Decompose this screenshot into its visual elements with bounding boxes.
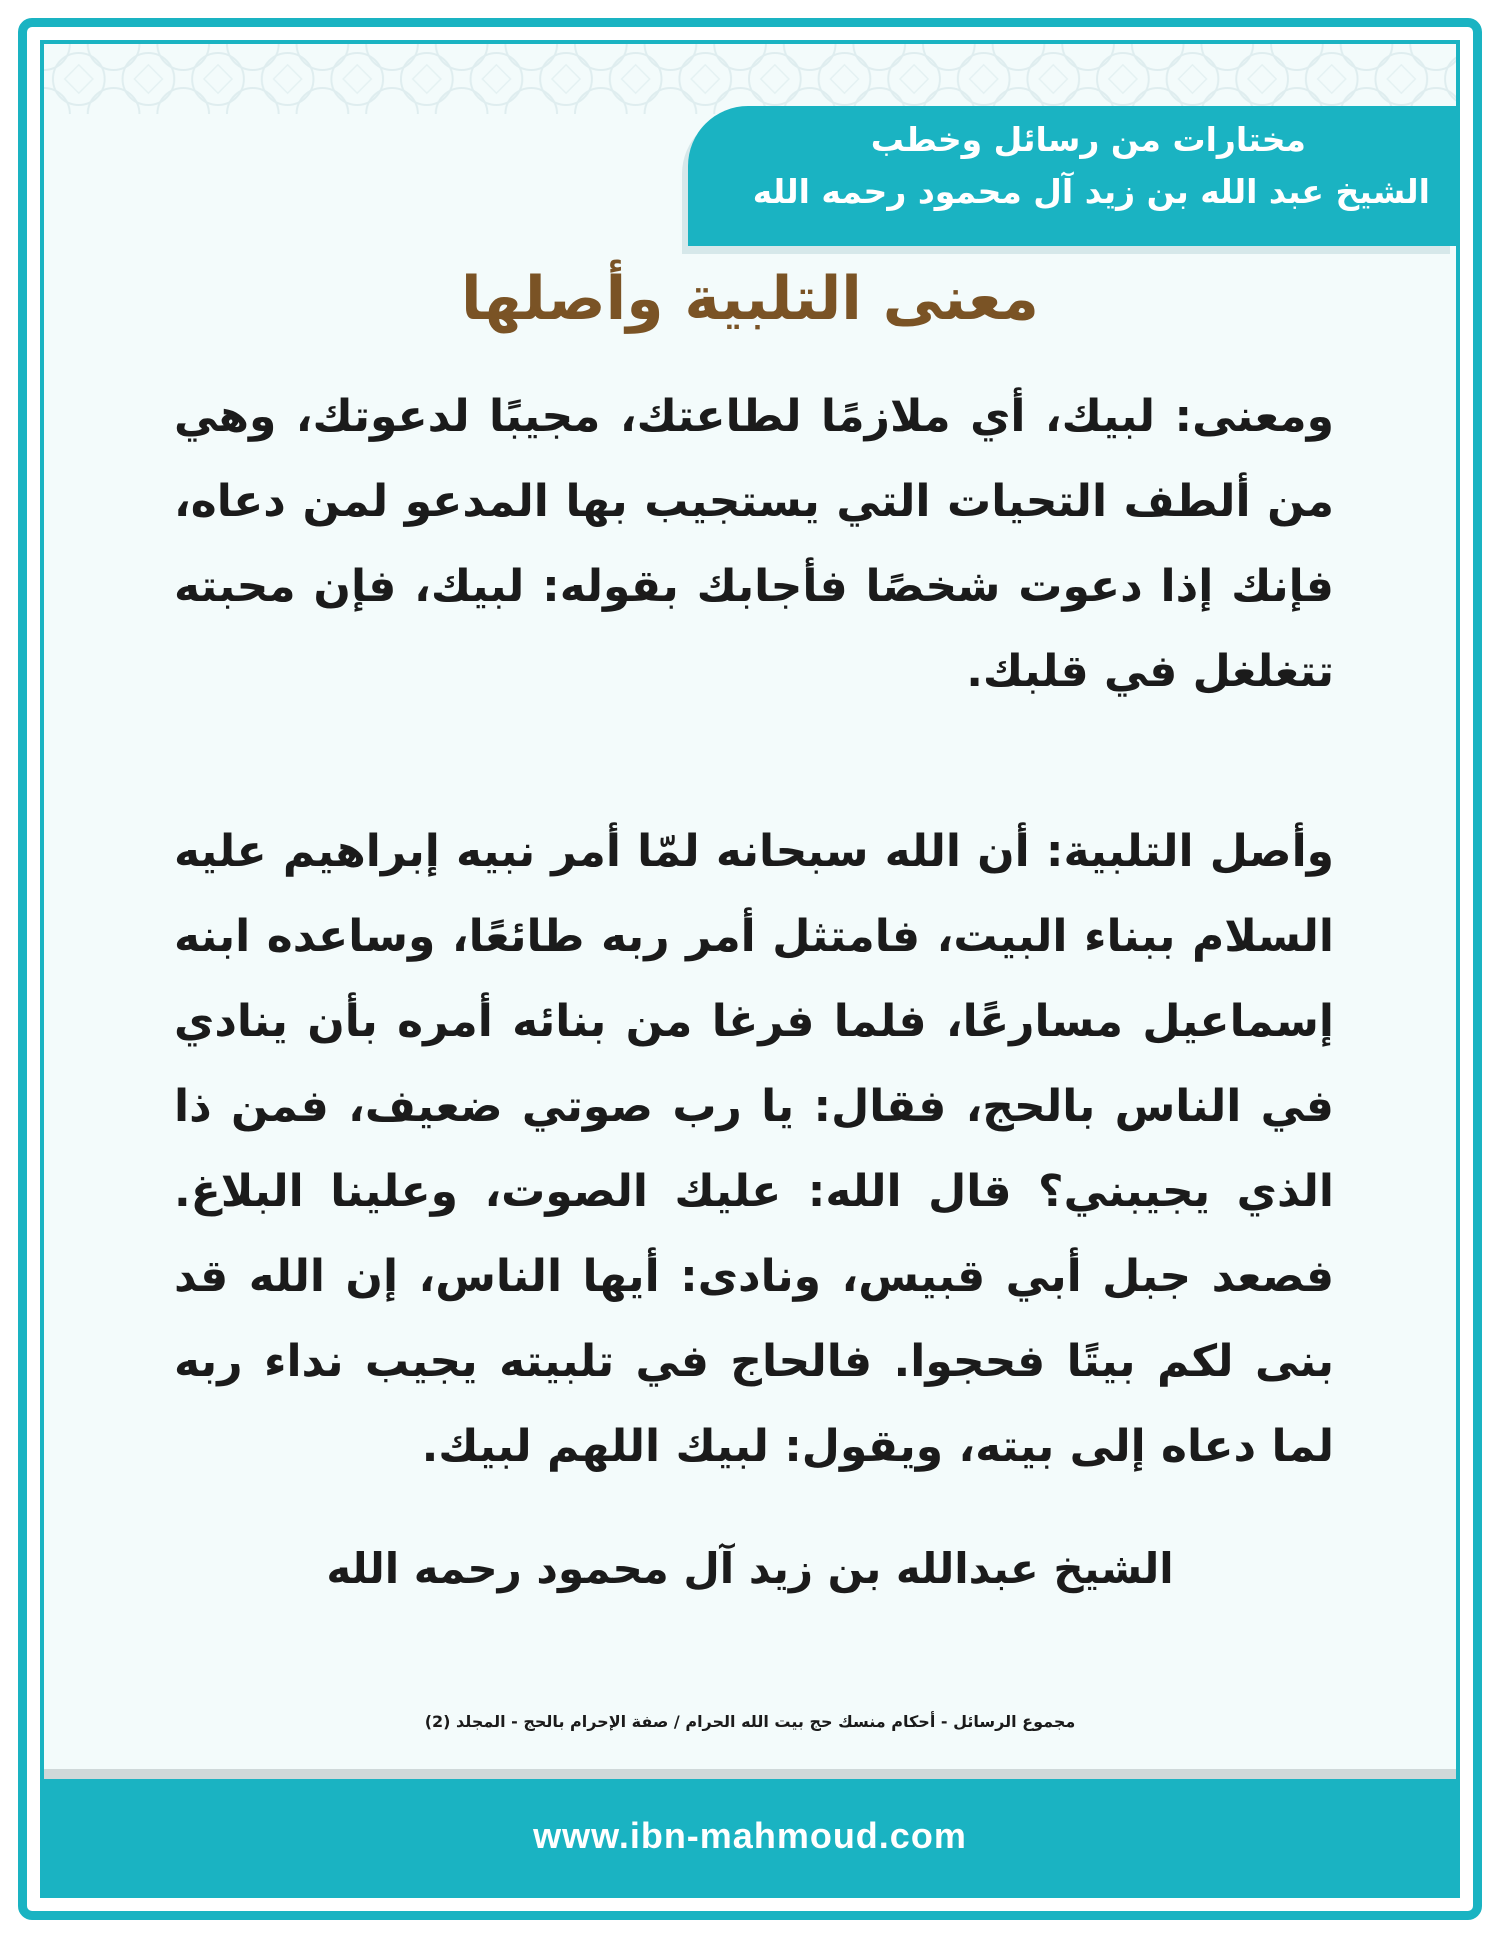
author-signature: الشيخ عبدالله بن زيد آل محمود رحمه الله: [326, 1544, 1174, 1593]
source-citation: مجموع الرسائل - أحكام منسك حج بيت الله الحرام / صفة الإحرام بالحج - المجلد (2): [424, 1712, 1076, 1731]
paragraph-meaning: ومعنى: لبيك، أي ملازمًا لطاعتك، مجيبًا لدعوتك، وهي من ألطف التحيات التي يستجيب بها المدعو لمن دعاه، فإنك إذا دعوت شخصًا فأجابك بقوله: لبيك، فإن محبته تتغلغل في قلبك.: [174, 391, 1334, 697]
footer-bar: [44, 1769, 1456, 1894]
header-series-title: مختارات من رسائل وخطب: [870, 120, 1306, 159]
page-card: [40, 40, 1460, 1898]
header-banner: [688, 106, 1456, 246]
header-author-name: الشيخ عبد الله بن زيد آل محمود رحمه الله: [752, 172, 1430, 211]
paragraph-origin: وأصل التلبية: أن الله سبحانه لمّا أمر نبيه إبراهيم عليه السلام ببناء البيت، فامتثل أمر ربه طائعًا، وساعده ابنه إسماعيل مسارعًا، فلما فرغا من بنائه أمره بأن ينادي في الناس بالحج، فقال: يا رب صوتي ضعيف، فمن ذا الذي يجيبني؟ قال الله: عليك الصوت، وعلينا البلاغ. فصعد جبل أبي قبيس، ونادى: أيها الناس، إن الله قد بنى لكم بيتًا فحجوا. فالحاج في تلبيته يجيب نداء ربه لما دعاه إلى بيته، ويقول: لبيك اللهم لبيك.: [174, 826, 1334, 1472]
website-link[interactable]: www.ibn-mahmoud.com: [533, 1815, 967, 1856]
page-title: معنى التلبية وأصلها: [461, 264, 1039, 334]
decorative-pattern: [44, 44, 1456, 114]
